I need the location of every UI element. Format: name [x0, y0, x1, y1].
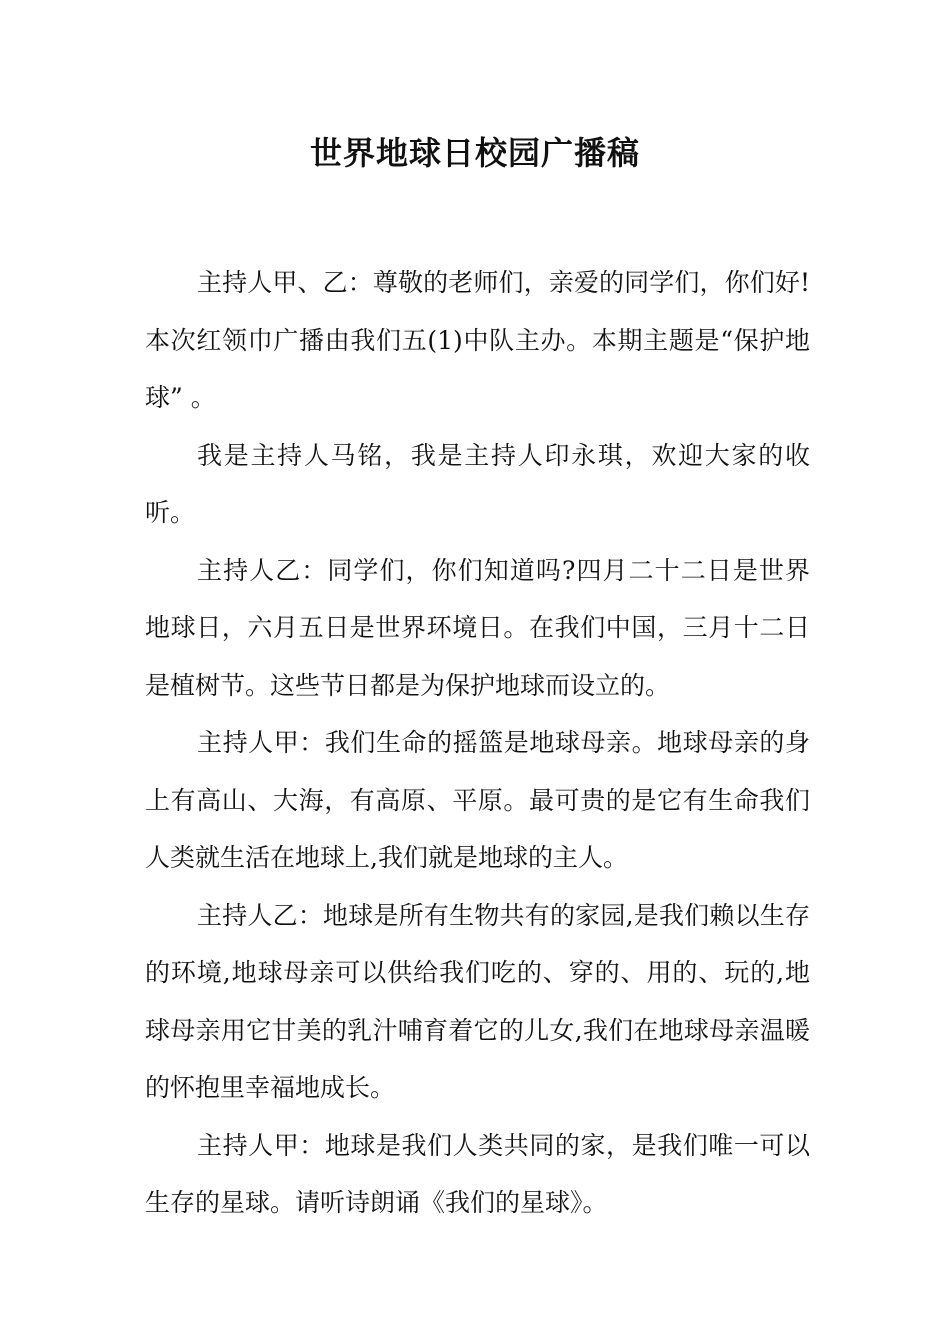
document-title: 世界地球日校园广播稿 [309, 134, 640, 172]
paragraph-3: 主持人乙：同学们，你们知道吗?四月二十二日是世界地球日，六月五日是世界环境日。在我们中国，三月十二日是植树节。这些节日都是为保护地球而设立的。 [145, 555, 810, 700]
paragraph-5: 主持人乙：地球是所有生物共有的家园,是我们赖以生存的环境,地球母亲可以供给我们吃的、穿的、用的、玩的,地球母亲用它甘美的乳汁哺育着它的儿女,我们在地球母亲温暖的怀抱里幸福地成长。 [145, 900, 810, 1102]
paragraph-4: 主持人甲：我们生命的摇篮是地球母亲。地球母亲的身上有高山、大海，有高原、平原。最可贵的是它有生命我们人类就生活在地球上,我们就是地球的主人。 [145, 728, 810, 872]
paragraph-1: 主持人甲、乙：尊敬的老师们，亲爱的同学们，你们好!本次红领巾广播由我们五(1)中队主办。本期主题是“保护地球” 。 [145, 268, 810, 412]
paragraph-2: 我是主持人马铭，我是主持人印永琪，欢迎大家的收听。 [145, 440, 810, 527]
paragraph-6: 主持人甲：地球是我们人类共同的家，是我们唯一可以生存的星球。请听诗朗诵《我们的星球》。 [145, 1130, 810, 1217]
document-body [145, 254, 810, 1232]
